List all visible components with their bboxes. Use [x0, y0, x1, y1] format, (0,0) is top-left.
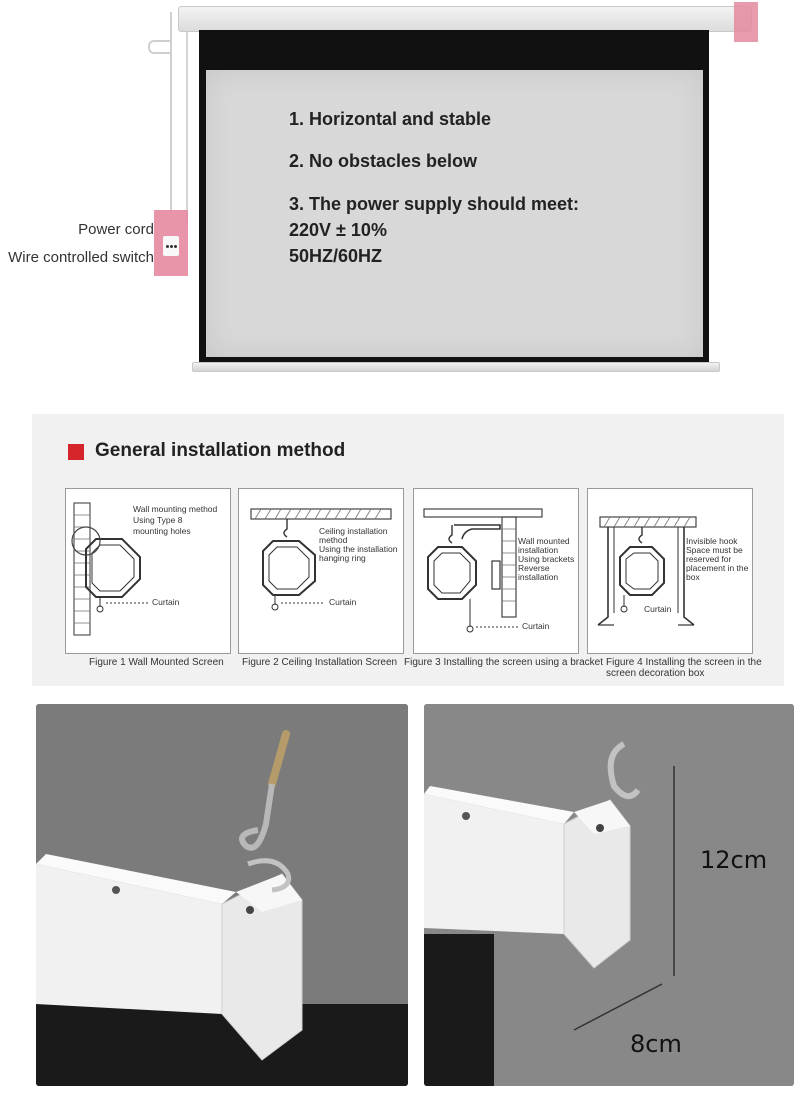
screen-bottom-bar: [192, 362, 720, 372]
figure-3-caption: Figure 3 Installing the screen using a bracket: [404, 657, 603, 668]
fig4-note-5: box: [686, 572, 700, 582]
fig2-note-4: hanging ring: [319, 553, 366, 563]
figure-4-caption-line-2: screen decoration box: [606, 668, 705, 679]
fig3-note-3: Using brackets: [518, 554, 575, 564]
requirement-3: 3. The power supply should meet:: [289, 194, 580, 214]
height-dimension-label: 12cm: [700, 846, 768, 874]
fig3-note-4: Reverse: [518, 563, 550, 573]
ceiling-mount-diagram: [239, 489, 403, 653]
requirement-2: 2. No obstacles below: [289, 151, 478, 171]
fig1-curtain-label: Curtain: [152, 597, 180, 607]
fig1-note-3: mounting holes: [133, 526, 191, 536]
fig4-note-1: Invisible hook: [686, 536, 738, 546]
fig4-note-3: reserved for: [686, 554, 732, 564]
projector-screen-illustration: [0, 0, 800, 390]
fig4-curtain-label: Curtain: [644, 604, 672, 614]
fig3-note-5: installation: [518, 572, 559, 582]
fig2-note-1: Ceiling installation: [319, 526, 388, 536]
casing-highlight: [734, 2, 758, 42]
fig1-note-1: Wall mounting method: [133, 504, 218, 514]
section-marker-icon: [68, 444, 84, 460]
power-cord-label: Power cord: [78, 221, 154, 238]
power-cord-line: [170, 12, 172, 212]
bracket-mount-diagram: [414, 489, 578, 653]
screen-end-cap-photo: [36, 704, 408, 1086]
fig4-note-4: placement in the: [686, 563, 749, 573]
fig3-curtain-label: Curtain: [522, 621, 550, 631]
voltage-spec: 220V ± 10%: [289, 220, 387, 240]
figure-1-wall-mount: [65, 488, 231, 654]
fig3-note-1: Wall mounted: [518, 536, 570, 546]
fig1-note-2: Using Type 8: [133, 515, 183, 525]
figure-4-decoration-box: [587, 488, 753, 654]
requirement-1: 1. Horizontal and stable: [289, 109, 492, 129]
screen-casing: [178, 6, 752, 32]
fig2-note-3: Using the installation: [319, 544, 398, 554]
screen-end-cap-dimensions: [424, 704, 794, 1086]
fig2-curtain-label: Curtain: [329, 597, 357, 607]
width-dimension-label: 8cm: [630, 1030, 682, 1058]
figure-4-caption-line-1: Figure 4 Installing the screen in the: [606, 657, 762, 668]
section-title: General installation method: [95, 440, 346, 461]
figure-3-bracket-mount: [413, 488, 579, 654]
wire-switch-label: Wire controlled switch: [8, 249, 154, 266]
figure-1-caption: Figure 1 Wall Mounted Screen: [89, 657, 224, 668]
figure-2-caption: Figure 2 Ceiling Installation Screen: [242, 657, 398, 668]
fig4-note-2: Space must be: [686, 545, 743, 555]
dimension-photo-right: [424, 704, 794, 1086]
cord-plug: [148, 40, 170, 54]
switch-cord-line: [186, 12, 188, 222]
frequency-spec: 50HZ/60HZ: [289, 246, 383, 266]
hook-photo-left: [36, 704, 408, 1086]
figure-2-ceiling-mount: [238, 488, 404, 654]
fig3-note-2: installation: [518, 545, 559, 555]
wire-switch-icon: [163, 236, 179, 256]
fig2-note-2: method: [319, 535, 348, 545]
